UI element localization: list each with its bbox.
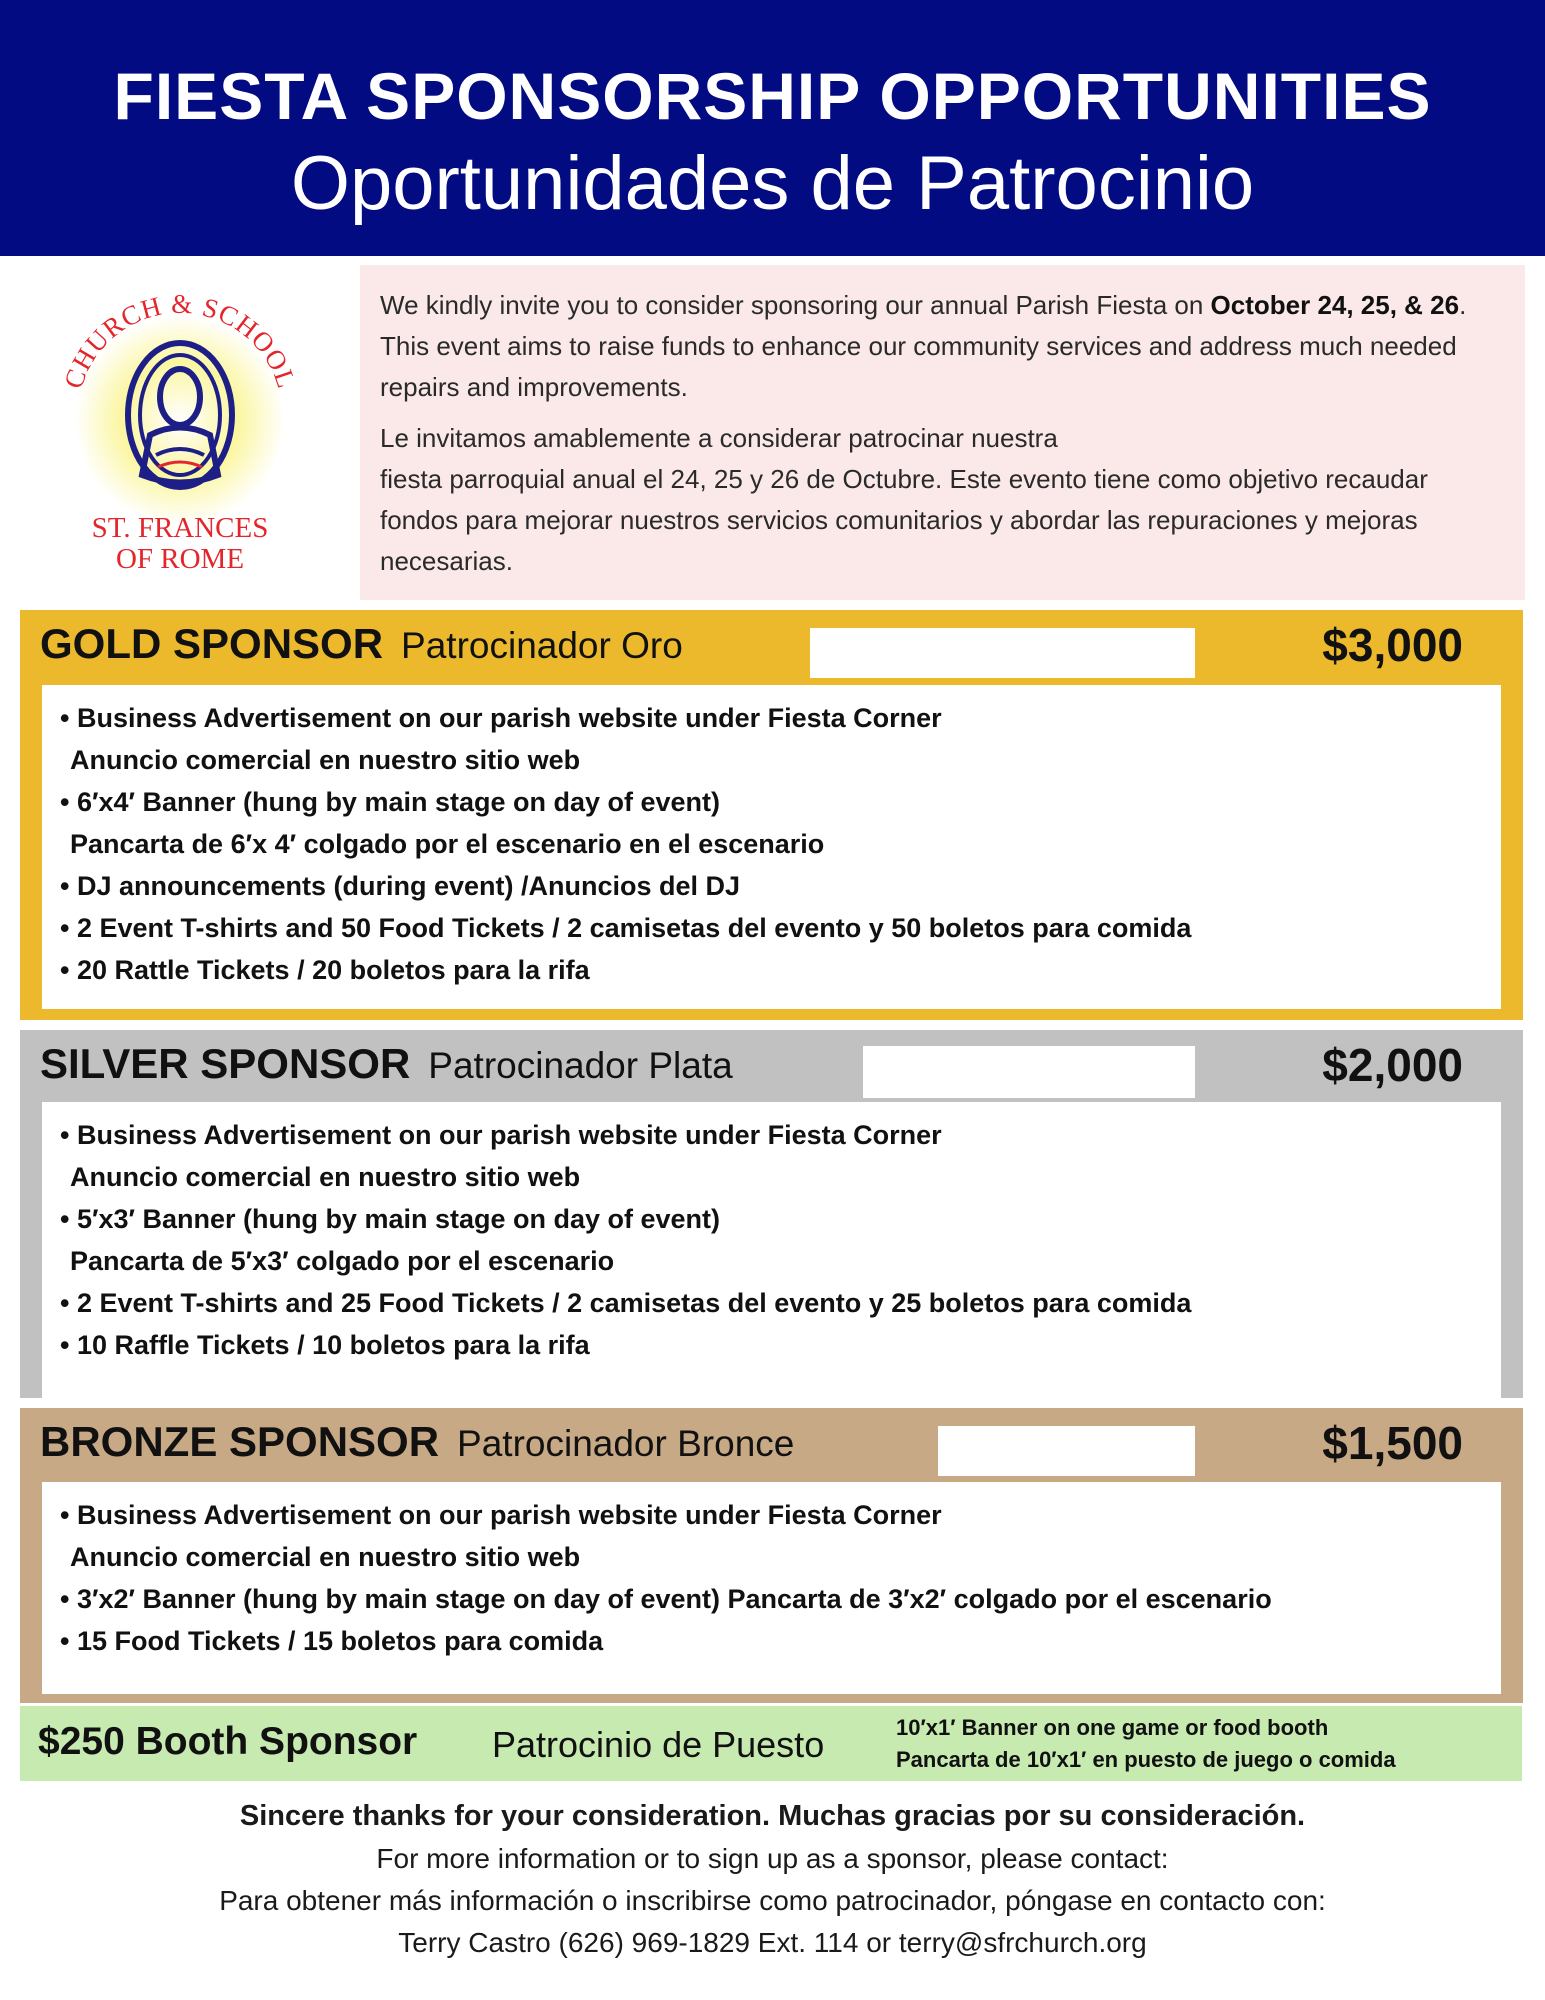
- booth-name: $250 Booth Sponsor: [38, 1720, 418, 1763]
- bronze-sponsor-tier: [20, 1408, 1523, 1703]
- tier-price: $1,500: [1322, 1417, 1463, 1469]
- tier-benefits: [42, 1102, 1501, 1420]
- tier-benefits: [42, 685, 1501, 1009]
- tier-title: [40, 1040, 733, 1098]
- benefit-line: • 15 Food Tickets / 15 boletos para comida: [60, 1626, 604, 1656]
- benefit-line: Pancarta de 5′x3′ colgado por el escenario: [70, 1246, 615, 1276]
- tier-benefits: [42, 1482, 1501, 1694]
- footer-contact-es: Para obtener más información o inscribirse como patrocinador, póngase en contacto con:: [219, 1885, 1326, 1916]
- intro-dates: October 24, 25, & 26: [1210, 290, 1460, 320]
- benefit-line: • 10 Raffle Tickets / 10 boletos para la rifa: [60, 1330, 590, 1360]
- footer-thanks: Sincere thanks for your consideration. Muchas gracias por su consideración.: [239, 1800, 1306, 1832]
- tier-subtitle: Patrocinador Plata: [428, 1045, 733, 1086]
- title-divider: [810, 628, 1195, 678]
- logo-name-line2: OF ROME: [115, 543, 245, 575]
- benefit-line: • 2 Event T-shirts and 50 Food Tickets / 2 camisetas del evento y 50 boletos para comida: [60, 913, 1192, 943]
- title-english: FIESTA SPONSORSHIP OPPORTUNITIES: [113, 59, 1432, 133]
- parish-logo: [50, 285, 310, 585]
- tier-subtitle: Patrocinador Oro: [401, 625, 683, 666]
- benefit-line: • Business Advertisement on our parish website under Fiesta Corner: [60, 703, 942, 733]
- logo-arc-text: CHURCH & SCHOOL: [57, 288, 303, 393]
- tier-price: $3,000: [1322, 619, 1463, 671]
- benefit-line: • 3′x2′ Banner (hung by main stage on day of event) Pancarta de 3′x2′ colgado por el escenario: [60, 1584, 1272, 1614]
- benefit-line: • Business Advertisement on our parish website under Fiesta Corner: [60, 1120, 942, 1150]
- tier-title: [40, 1418, 794, 1476]
- intro-spanish: Le invitamos amablemente a considerar patrocinar nuestra fiesta parroquial anual el 24, 25 y 26 de Octubre. Este evento tiene como objetivo recaudar fondos para mejorar nuestros servicios comunitarios y abordar las repuraciones y mejoras necesarias.: [380, 423, 1428, 576]
- tier-name: BRONZE SPONSOR: [40, 1418, 440, 1465]
- logo-name-line1: ST. FRANCES: [91, 512, 269, 544]
- title-divider: [938, 1426, 1195, 1476]
- title-spanish: Oportunidades de Patrocinio: [290, 141, 1255, 226]
- intro-english: We kindly invite you to consider sponsoring our annual Parish Fiesta on October 24, 25, & 26. This event aims to raise funds to enhance our community services and address much needed repairs and improvements.: [380, 290, 1467, 402]
- parish-logo-icon: [50, 285, 310, 585]
- tier-title: [40, 620, 683, 678]
- benefit-line: • Business Advertisement on our parish website under Fiesta Corner: [60, 1500, 942, 1530]
- footer-contact-en: For more information or to sign up as a sponsor, please contact:: [376, 1843, 1169, 1874]
- tier-price: $2,000: [1322, 1039, 1463, 1091]
- benefit-line: Anuncio comercial en nuestro sitio web: [70, 1542, 581, 1572]
- benefit-line: • DJ announcements (during event) /Anuncios del DJ: [60, 871, 741, 901]
- benefit-line: Anuncio comercial en nuestro sitio web: [70, 745, 581, 775]
- booth-detail-line: 10′x1′ Banner on one game or food booth: [896, 1715, 1329, 1740]
- booth-subtitle: Patrocinio de Puesto: [492, 1724, 825, 1765]
- tier-name: GOLD SPONSOR: [40, 620, 384, 667]
- benefit-line: Anuncio comercial en nuestro sitio web: [70, 1162, 581, 1192]
- benefit-line: • 20 Rattle Tickets / 20 boletos para la rifa: [60, 955, 590, 985]
- tier-name: SILVER SPONSOR: [40, 1040, 411, 1087]
- booth-detail: [896, 1712, 1396, 1776]
- footer-contact-info: Terry Castro (626) 969-1829 Ext. 114 or terry@sfrchurch.org: [398, 1927, 1147, 1958]
- benefit-line: Pancarta de 6′x 4′ colgado por el escenario en el escenario: [70, 829, 825, 859]
- booth-sponsor-tier: [20, 1706, 1522, 1781]
- header-banner: [0, 0, 1545, 256]
- benefit-line: • 6′x4′ Banner (hung by main stage on day of event): [60, 787, 721, 817]
- tier-subtitle: Patrocinador Bronce: [457, 1423, 795, 1464]
- booth-detail-line: Pancarta de 10′x1′ en puesto de juego o comida: [896, 1747, 1396, 1772]
- benefit-line: • 2 Event T-shirts and 25 Food Tickets / 2 camisetas del evento y 25 boletos para comida: [60, 1288, 1192, 1318]
- gold-sponsor-tier: [20, 610, 1523, 1020]
- title-divider: [863, 1046, 1195, 1098]
- silver-sponsor-tier: [20, 1030, 1523, 1398]
- intro-box: [360, 265, 1525, 600]
- benefit-line: • 5′x3′ Banner (hung by main stage on day of event): [60, 1204, 721, 1234]
